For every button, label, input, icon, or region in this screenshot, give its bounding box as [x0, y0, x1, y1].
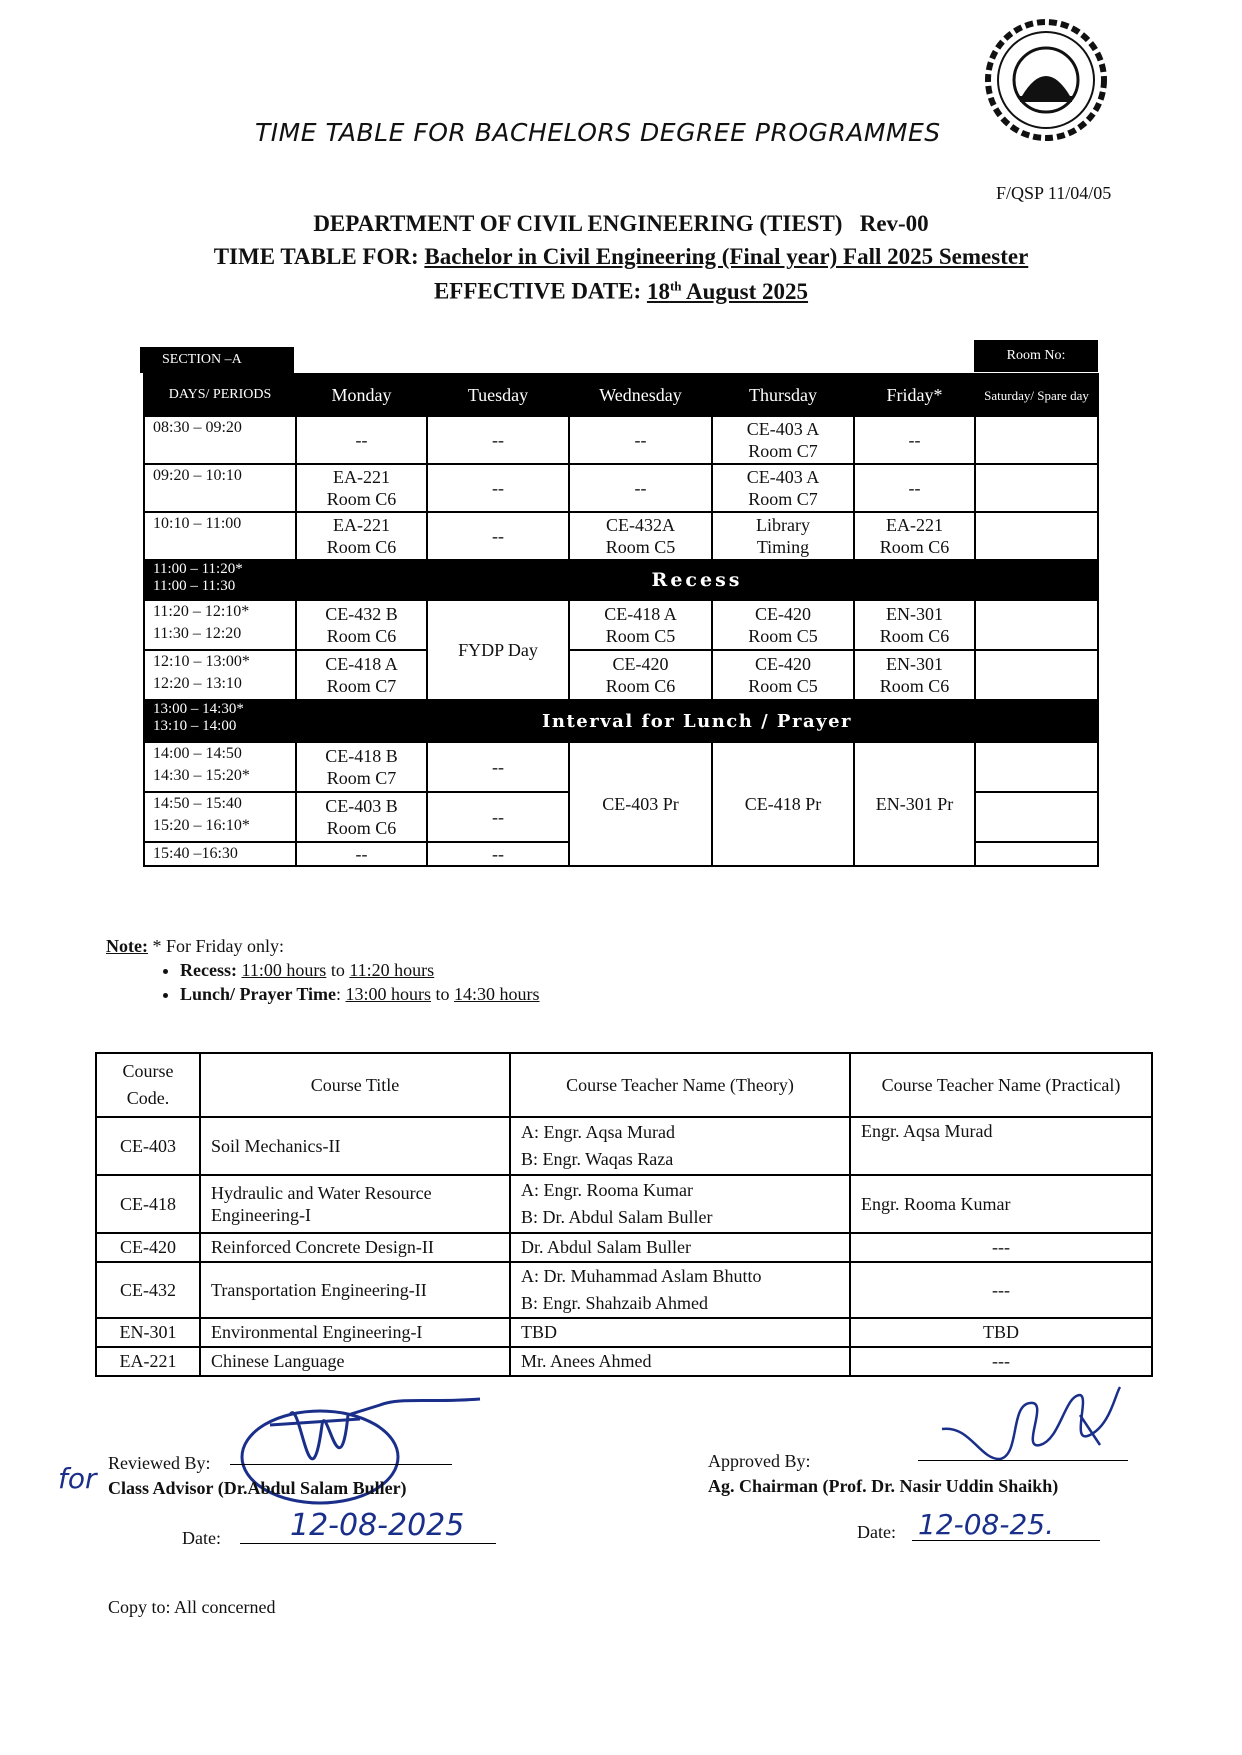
class-cell: CE-420 Room C5 — [712, 650, 854, 700]
teacher-practical: --- — [850, 1262, 1152, 1318]
department-heading: DEPARTMENT OF CIVIL ENGINEERING (TIEST) Rev-00 — [313, 211, 929, 236]
approver-signature — [940, 1385, 1140, 1465]
class-cell: EA-221 Room C6 — [296, 464, 427, 512]
approve-date-label: Date: — [857, 1522, 896, 1542]
teacher-practical: Engr. Aqsa Murad — [850, 1117, 1152, 1175]
teacher-practical: Engr. Rooma Kumar — [850, 1175, 1152, 1233]
class-cell: -- — [296, 842, 427, 866]
day-header: Wednesday — [569, 374, 712, 416]
lunch-time: 13:00 – 14:30* 13:10 – 14:00 — [144, 700, 296, 742]
timetable-header-row — [144, 374, 1098, 416]
teacher-theory: A: Dr. Muhammad Aslam Bhutto B: Engr. Shahzaib Ahmed — [510, 1262, 850, 1318]
column-header: Course Teacher Name (Theory) — [510, 1053, 850, 1117]
lunch-label: Interval for Lunch / Prayer — [541, 710, 853, 732]
class-cell: CE-418 B Room C7 — [296, 742, 427, 792]
class-cell: CE-420 Room C5 — [712, 600, 854, 650]
reviewed-by-label: Reviewed By: — [108, 1453, 211, 1473]
table-row — [96, 1117, 1152, 1175]
course-table — [95, 1052, 1153, 1377]
class-cell — [975, 842, 1098, 866]
section-label: SECTION –A — [140, 347, 294, 373]
class-cell — [975, 416, 1098, 464]
recess-label: Recess — [651, 569, 743, 591]
course-code: CE-418 — [96, 1175, 200, 1233]
university-logo — [982, 16, 1110, 144]
review-date-label: Date: — [182, 1528, 221, 1548]
class-cell: EA-221 Room C6 — [854, 512, 975, 560]
period-time: 14:00 – 14:50 14:30 – 15:20* — [144, 742, 296, 792]
class-cell: CE-403 A Room C7 — [712, 464, 854, 512]
approver-name: Ag. Chairman (Prof. Dr. Nasir Uddin Shaikh) — [708, 1476, 1059, 1496]
period-time: 15:40 –16:30 — [144, 842, 296, 866]
course-code: CE-432 — [96, 1262, 200, 1318]
teacher-practical: --- — [850, 1233, 1152, 1262]
class-cell: CE-432 B Room C6 — [296, 600, 427, 650]
fydp-cell: FYDP Day — [427, 600, 569, 700]
course-code: CE-403 — [96, 1117, 200, 1175]
recess-time: 11:00 – 11:20* 11:00 – 11:30 — [144, 560, 296, 600]
for-annotation: for — [58, 1462, 97, 1495]
page-title: TIME TABLE FOR BACHELORS DEGREE PROGRAMMES — [255, 118, 941, 147]
table-row — [96, 1318, 1152, 1347]
period-time: 09:20 – 10:10 — [144, 464, 296, 512]
table-row — [144, 742, 1098, 792]
day-header: Tuesday — [427, 374, 569, 416]
table-row — [144, 512, 1098, 560]
room-no-label: Room No: — [974, 340, 1098, 372]
class-cell: -- — [569, 416, 712, 464]
day-header: Monday — [296, 374, 427, 416]
teacher-practical: --- — [850, 1347, 1152, 1376]
class-cell: CE-418 A Room C7 — [296, 650, 427, 700]
course-code: EN-301 — [96, 1318, 200, 1347]
signature-line — [918, 1460, 1128, 1461]
class-cell — [975, 600, 1098, 650]
class-cell: EN-301 Room C6 — [854, 650, 975, 700]
class-cell: -- — [427, 512, 569, 560]
teacher-theory: A: Engr. Aqsa Murad B: Engr. Waqas Raza — [510, 1117, 850, 1175]
table-row — [144, 416, 1098, 464]
day-header: Thursday — [712, 374, 854, 416]
course-header-row — [96, 1053, 1152, 1117]
table-row — [96, 1175, 1152, 1233]
course-title: Soil Mechanics-II — [200, 1117, 510, 1175]
class-cell: -- — [427, 464, 569, 512]
effective-date-heading: EFFECTIVE DATE: 18th August 2025 — [433, 278, 809, 304]
course-title: Transportation Engineering-II — [200, 1262, 510, 1318]
column-header: Course Code. — [96, 1053, 200, 1117]
course-title: Hydraulic and Water Resource Engineering-I — [200, 1175, 510, 1233]
class-cell: CE-420 Room C6 — [569, 650, 712, 700]
course-title: Chinese Language — [200, 1347, 510, 1376]
note-item: • Lunch/ Prayer Time: 13:00 hours to 14:30 hours — [180, 982, 540, 1006]
table-row — [144, 464, 1098, 512]
class-cell: -- — [427, 842, 569, 866]
class-cell — [975, 464, 1098, 512]
teacher-practical: TBD — [850, 1318, 1152, 1347]
practical-cell: EN-301 Pr — [854, 742, 975, 866]
class-cell: CE-432A Room C5 — [569, 512, 712, 560]
class-cell — [975, 742, 1098, 792]
teacher-theory: TBD — [510, 1318, 850, 1347]
column-header: Course Title — [200, 1053, 510, 1117]
approve-date: 12-08-25. — [918, 1508, 1054, 1541]
day-header: Friday* — [854, 374, 975, 416]
friday-note: Note: * For Friday only: • Recess: 11:00 hours to 11:20 hours • Lunch/ Prayer Time: 13:00 hours to 14:30 hours — [106, 934, 540, 1006]
timetable — [143, 373, 1099, 867]
table-row — [96, 1347, 1152, 1376]
recess-row — [144, 560, 1098, 600]
class-cell: -- — [427, 416, 569, 464]
date-line — [240, 1543, 496, 1544]
period-time: 11:20 – 12:10* 11:30 – 12:20 — [144, 600, 296, 650]
table-row — [144, 650, 1098, 700]
lunch-row — [144, 700, 1098, 742]
practical-cell: CE-403 Pr — [569, 742, 712, 866]
period-time: 12:10 – 13:00* 12:20 – 13:10 — [144, 650, 296, 700]
class-cell: Library Timing — [712, 512, 854, 560]
period-time: 08:30 – 09:20 — [144, 416, 296, 464]
note-item: • Recess: 11:00 hours to 11:20 hours — [180, 958, 540, 982]
period-time: 10:10 – 11:00 — [144, 512, 296, 560]
class-cell: -- — [569, 464, 712, 512]
days-periods-header: DAYS/ PERIODS — [144, 374, 296, 416]
teacher-theory: A: Engr. Rooma Kumar B: Dr. Abdul Salam Buller — [510, 1175, 850, 1233]
class-cell: EN-301 Room C6 — [854, 600, 975, 650]
day-header: Saturday/ Spare day — [975, 374, 1098, 416]
reviewer-name: Class Advisor (Dr.Abdul Salam Buller) — [108, 1478, 407, 1498]
class-cell: CE-403 A Room C7 — [712, 416, 854, 464]
class-cell: CE-418 A Room C5 — [569, 600, 712, 650]
class-cell — [975, 512, 1098, 560]
class-cell: -- — [854, 416, 975, 464]
class-cell: -- — [854, 464, 975, 512]
course-code: EA-221 — [96, 1347, 200, 1376]
teacher-theory: Mr. Anees Ahmed — [510, 1347, 850, 1376]
signature-line — [230, 1464, 452, 1465]
class-cell: EA-221 Room C6 — [296, 512, 427, 560]
period-time: 14:50 – 15:40 15:20 – 16:10* — [144, 792, 296, 842]
course-title: Environmental Engineering-I — [200, 1318, 510, 1347]
class-cell: -- — [296, 416, 427, 464]
column-header: Course Teacher Name (Practical) — [850, 1053, 1152, 1117]
programme-heading: TIME TABLE FOR: Bachelor in Civil Engineering (Final year) Fall 2025 Semester — [213, 244, 1029, 269]
class-cell: -- — [427, 742, 569, 792]
review-date: 12-08-2025 — [290, 1508, 465, 1543]
document-reference: F/QSP 11/04/05 — [996, 183, 1112, 203]
course-code: CE-420 — [96, 1233, 200, 1262]
class-cell: CE-403 B Room C6 — [296, 792, 427, 842]
table-row — [144, 600, 1098, 650]
class-cell — [975, 650, 1098, 700]
class-cell: -- — [427, 792, 569, 842]
table-row — [96, 1233, 1152, 1262]
table-row — [96, 1262, 1152, 1318]
course-title: Reinforced Concrete Design-II — [200, 1233, 510, 1262]
class-cell — [975, 792, 1098, 842]
practical-cell: CE-418 Pr — [712, 742, 854, 866]
copy-to: Copy to: All concerned — [108, 1597, 276, 1617]
teacher-theory: Dr. Abdul Salam Buller — [510, 1233, 850, 1262]
approved-by-label: Approved By: — [708, 1451, 811, 1471]
